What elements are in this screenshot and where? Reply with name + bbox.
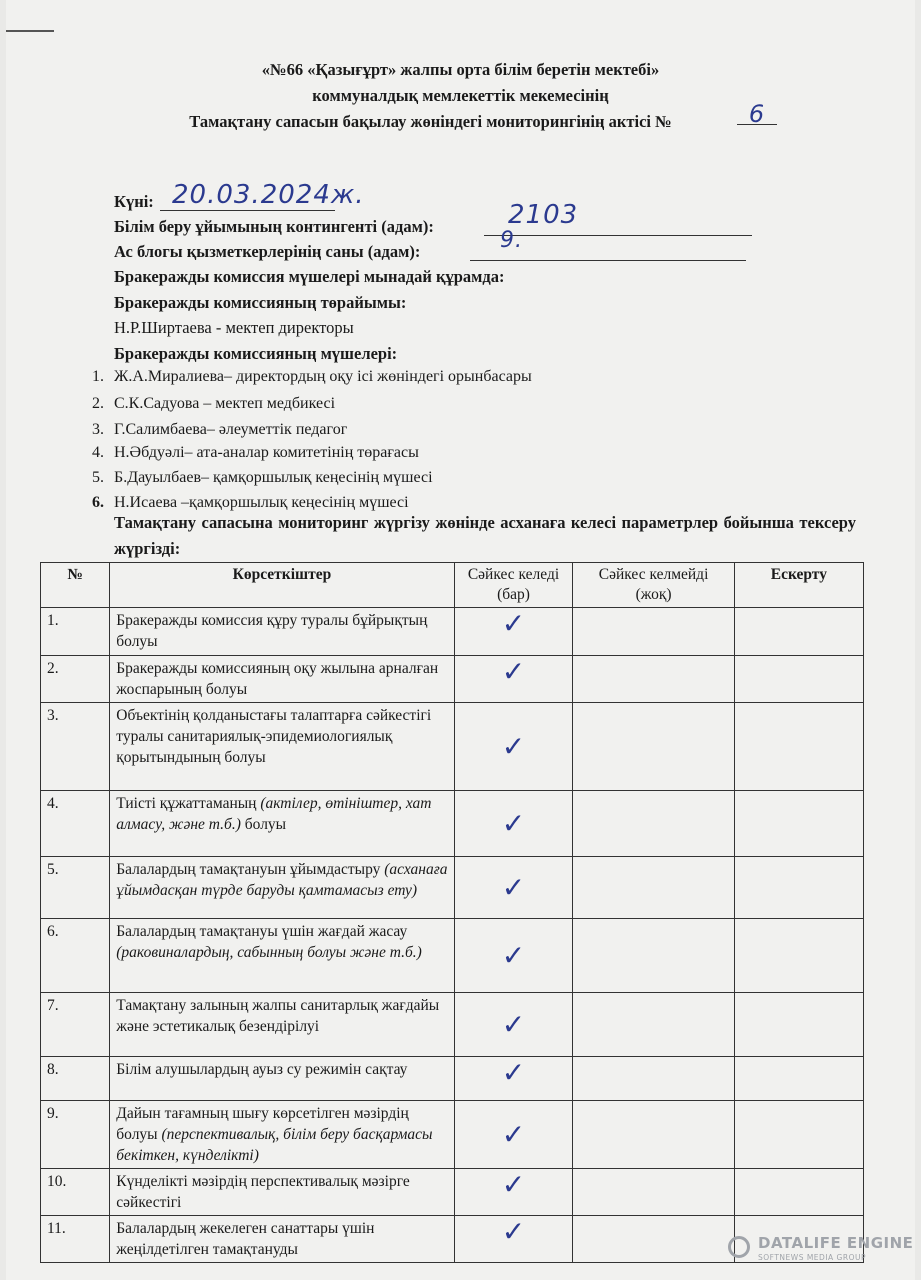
row-yes-cell <box>454 1216 573 1263</box>
row-no-cell <box>573 1101 734 1169</box>
row-indicator <box>110 1216 454 1263</box>
indicator-text: Объектінің қолданыстағы талаптарға сәйкестігі туралы санитариялық-эпидемиологиялық қорытындының болуы <box>116 707 432 766</box>
table-header-row <box>41 563 864 608</box>
header-indicator: Көрсеткіштер <box>110 563 454 608</box>
row-number: 11. <box>41 1216 110 1263</box>
table-row <box>41 857 864 919</box>
row-yes-cell <box>454 791 573 857</box>
header-no: Сәйкес келмейді (жоқ) <box>573 563 734 608</box>
table-row <box>41 608 864 656</box>
row-no-cell <box>573 993 734 1057</box>
row-number: 3. <box>41 703 110 791</box>
indicator-text: Күнделікті мәзірдің перспективалық мәзірге сәйкестігі <box>116 1173 410 1211</box>
watermark-title: DATALIFE ENGINE <box>758 1234 914 1252</box>
row-no-cell <box>573 1057 734 1101</box>
member-number: 3. <box>92 421 104 438</box>
row-note-cell <box>734 1169 863 1216</box>
row-number: 1. <box>41 608 110 656</box>
row-number: 5. <box>41 857 110 919</box>
member-text: Ж.А.Миралиева– директордың оқу ісі жөніндегі орынбасары <box>114 368 532 385</box>
date-label: Күні: <box>114 192 154 211</box>
row-note-cell <box>734 791 863 857</box>
check-mark-icon: ✓ <box>501 655 526 688</box>
member-text: Н.Исаева –қамқоршылық кеңесінің мүшесі <box>114 494 409 511</box>
row-note-cell <box>734 919 863 993</box>
indicator-text: Бракеражды комиссия құру туралы бұйрықтың болуы <box>116 612 428 650</box>
commission-chair: Н.Р.Ширтаева - мектеп директоры <box>114 318 354 337</box>
row-number: 9. <box>41 1101 110 1169</box>
row-number: 2. <box>41 656 110 703</box>
commission-members-title: Бракеражды комиссияның мүшелері: <box>114 344 398 363</box>
row-yes-cell <box>454 608 573 656</box>
staff-label: Ас блогы қызметкерлерінің саны (адам): <box>114 242 421 261</box>
check-mark-icon: ✓ <box>501 870 526 904</box>
row-note-cell <box>734 1057 863 1101</box>
row-note-cell <box>734 1101 863 1169</box>
act-title-text: Тамақтану сапасын бақылау жөніндегі мониторингінің актісі № <box>189 112 672 131</box>
watermark-subtitle: SOFTNEWS MEDIA GROUP <box>758 1253 866 1262</box>
check-mark-icon: ✓ <box>501 1215 526 1248</box>
member-text: Б.Дауылбаев– қамқоршылық кеңесінің мүшесі <box>114 469 433 486</box>
check-mark-icon: ✓ <box>501 1056 526 1089</box>
indicator-text: Білім алушылардың ауыз су режимін сақтау <box>116 1061 408 1078</box>
row-note-cell <box>734 857 863 919</box>
act-number: 6 <box>737 100 777 125</box>
inspection-intro: Тамақтану сапасына мониторинг жүргізу жөнінде асханаға келесі параметрлер бойынша тексеру жүргізді: <box>114 513 856 558</box>
table-row <box>41 703 864 791</box>
table-row <box>41 656 864 703</box>
row-indicator <box>110 1101 454 1169</box>
page-edge-line <box>6 30 54 32</box>
monitoring-table <box>40 562 864 1263</box>
check-mark-icon: ✓ <box>501 607 526 640</box>
contingent-value: 2103 <box>508 200 579 230</box>
indicator-note: (асханаға ұйымдасқан түрде баруды қамтамасыз ету) <box>116 861 448 899</box>
table-row <box>41 993 864 1057</box>
row-number: 6. <box>41 919 110 993</box>
row-indicator <box>110 608 454 656</box>
member-number: 5. <box>92 469 104 486</box>
row-note-cell <box>734 608 863 656</box>
header-school-name: «№66 «Қазығұрт» жалпы орта білім беретін мектебі» <box>261 60 660 79</box>
member-text: С.К.Садуова – мектеп медбикесі <box>114 395 336 412</box>
row-no-cell <box>573 656 734 703</box>
row-no-cell <box>573 703 734 791</box>
member-text: Н.Әбдуәлі– ата-аналар комитетінің төрағасы <box>114 444 419 461</box>
staff-value: 9. <box>500 228 523 253</box>
row-no-cell <box>573 1169 734 1216</box>
row-yes-cell <box>454 1057 573 1101</box>
commission-composition-title: Бракеражды комиссия мүшелері мынадай құрамда: <box>114 267 505 286</box>
row-number: 4. <box>41 791 110 857</box>
row-indicator <box>110 1057 454 1101</box>
row-yes-cell <box>454 919 573 993</box>
check-mark-icon: ✓ <box>501 1117 526 1151</box>
indicator-text: Балалардың тамақтануын ұйымдастыру <box>116 861 381 878</box>
member-number: 6. <box>92 494 104 511</box>
check-mark-icon: ✓ <box>501 729 526 763</box>
check-mark-icon: ✓ <box>501 938 526 972</box>
table-row <box>41 1101 864 1169</box>
header-num: № <box>41 563 110 608</box>
indicator-text: Тамақтану залының жалпы санитарлық жағдайы және эстетикалық безендірілуі <box>116 997 440 1035</box>
header-note: Ескерту <box>734 563 863 608</box>
row-note-cell <box>734 656 863 703</box>
check-mark-icon: ✓ <box>501 1007 526 1041</box>
row-no-cell <box>573 791 734 857</box>
check-mark-icon: ✓ <box>501 806 526 840</box>
datalife-logo-icon <box>728 1236 750 1258</box>
row-number: 10. <box>41 1169 110 1216</box>
row-indicator <box>110 993 454 1057</box>
indicator-tail: болуы <box>244 816 287 833</box>
indicator-text: Тиісті құжаттаманың <box>116 795 257 812</box>
contingent-label: Білім беру ұйымының контингенті (адам): <box>114 217 434 236</box>
member-number: 2. <box>92 395 104 412</box>
row-yes-cell <box>454 703 573 791</box>
header-yes: Сәйкес келеді (бар) <box>454 563 573 608</box>
row-number: 7. <box>41 993 110 1057</box>
indicator-note: (перспективалық, білім беру басқармасы бекіткен, күнделікті) <box>116 1126 433 1164</box>
commission-chair-title: Бракеражды комиссияның төрайымы: <box>114 293 407 312</box>
table-row <box>41 1057 864 1101</box>
member-text: Г.Салимбаева– әлеуметтік педагог <box>114 421 348 438</box>
indicator-note: (раковиналардың, сабынның болуы және т.б.) <box>116 944 422 961</box>
table-row <box>41 791 864 857</box>
row-no-cell <box>573 919 734 993</box>
row-yes-cell <box>454 857 573 919</box>
indicator-text: Дайын тағамның шығу көрсетілген мәзірдің болуы <box>116 1105 409 1143</box>
indicator-text: Балалардың жекелеген санаттары үшін жеңілдетілген тамақтануды <box>116 1220 375 1258</box>
row-indicator <box>110 791 454 857</box>
table-row <box>41 919 864 993</box>
row-yes-cell <box>454 1101 573 1169</box>
check-mark-icon: ✓ <box>501 1168 526 1201</box>
row-number: 8. <box>41 1057 110 1101</box>
row-yes-cell <box>454 1169 573 1216</box>
row-yes-cell <box>454 656 573 703</box>
header-institution-type: коммуналдық мемлекеттік мекемесінің <box>312 86 609 105</box>
row-note-cell <box>734 993 863 1057</box>
row-indicator <box>110 656 454 703</box>
row-indicator <box>110 919 454 993</box>
row-no-cell <box>573 857 734 919</box>
row-indicator <box>110 1169 454 1216</box>
table-row <box>41 1169 864 1216</box>
row-note-cell <box>734 703 863 791</box>
row-indicator <box>110 857 454 919</box>
member-number: 4. <box>92 444 104 461</box>
row-no-cell <box>573 608 734 656</box>
row-no-cell <box>573 1216 734 1263</box>
member-number: 1. <box>92 368 104 385</box>
row-yes-cell <box>454 993 573 1057</box>
indicator-text: Бракеражды комиссияның оқу жылына арналған жоспарының болуы <box>116 660 439 698</box>
row-indicator <box>110 703 454 791</box>
indicator-note: (актілер, өтініштер, хат алмасу, және т.б.) <box>116 795 432 833</box>
date-value: 20.03.2024ж. <box>172 180 365 210</box>
indicator-text: Балалардың тамақтануы үшін жағдай жасау <box>116 923 408 940</box>
